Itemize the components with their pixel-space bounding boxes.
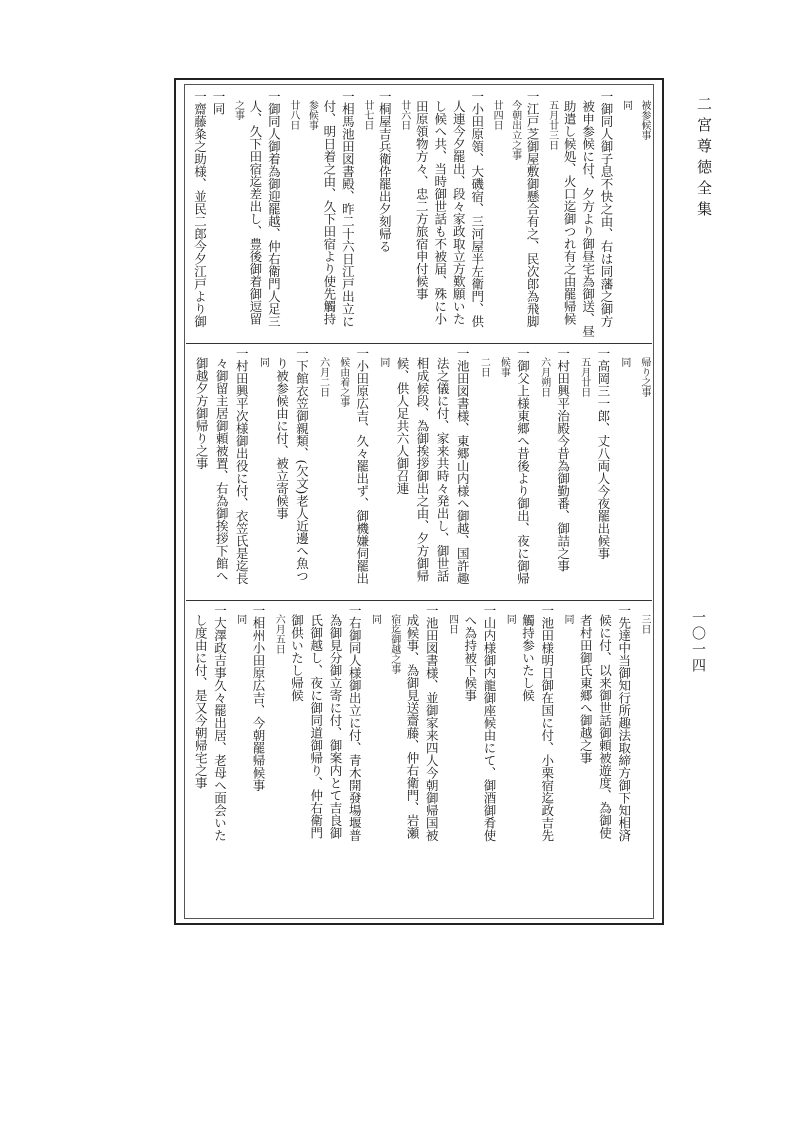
text-column: 者村田御氏東郷へ御越之事 xyxy=(578,614,594,764)
text-column: 一齋藤粂之助様、並民二郎今夕江戸より御 xyxy=(192,90,208,328)
text-column: 御越夕方御帰り之事 xyxy=(194,357,210,470)
text-column: 一高岡三一郎、丈八両人今夜罷出候事 xyxy=(595,347,611,560)
text-column: 候事 xyxy=(498,357,510,377)
text-column: 付、明日着之由、久下田宿より使先觸持 xyxy=(321,100,337,325)
text-column: 廿七日 xyxy=(361,100,373,130)
text-column: 一山内様御内龍御座候由にて、御酒御肴使 xyxy=(482,604,497,842)
text-column: 候に付、以来御世話御頼被遊度、為御使 xyxy=(597,614,613,839)
text-column: 同 xyxy=(618,357,630,367)
text-column: 一下館衣笠御親類、(欠文)老人近邊へ魚つ xyxy=(294,347,310,582)
text-column: 一御父上様東郷へ昔後より御出、夜に御帰 xyxy=(515,347,531,585)
text-column: 之事 xyxy=(232,100,244,120)
text-column: 二日 xyxy=(478,357,490,377)
text-column: 一先達中当御知行所趣法取締方御下知相済 xyxy=(616,604,632,842)
text-column: 田原領物方々、忠二方旅宿申付候事 xyxy=(414,100,430,300)
text-column: 一小田原領、大磯宿、三河屋半左衛門、供 xyxy=(469,90,485,328)
text-column: り被参候由に付、被立寄候事 xyxy=(274,357,290,520)
text-column: 廿四日 xyxy=(491,100,503,130)
text-column: 一同 xyxy=(210,90,226,115)
text-column: 同 xyxy=(377,357,389,367)
text-column: 四日 xyxy=(446,614,458,634)
top-section xyxy=(188,90,650,340)
text-column: 一池田図書様、並御家来四人今朝御帰国被 xyxy=(424,604,440,842)
text-column: 一右御同人様御出立に付、青木開發場堰普 xyxy=(347,604,363,842)
text-column: 法之儀に付、家来共時々発出し、御世話 xyxy=(435,357,451,582)
text-column: 廿八日 xyxy=(287,100,299,130)
text-column: 六月二日 xyxy=(317,357,329,397)
text-column: 一相州小田原広吉、今朝罷帰候事 xyxy=(251,604,266,792)
middle-section xyxy=(188,347,650,597)
text-column: 被申参候に付、夕方より御昼宅為御送、昼 xyxy=(580,100,596,338)
text-column: 候、供人足共六人御召連 xyxy=(394,357,410,495)
text-column: 成候事、為御見送齋藤、仲右衛門、岩瀬 xyxy=(405,614,420,839)
text-column: 一小田原広吉、久々罷出ず、御機嫌伺罷出 xyxy=(354,347,370,585)
text-column: 觸持参いたし候 xyxy=(520,614,536,702)
text-column: 人、久下田宿迄差出し、豊後御着御逗留 xyxy=(247,100,263,325)
text-column: 三日 xyxy=(639,614,650,634)
text-column: 一御同人御子息不快之由、右は同藩之御方 xyxy=(599,90,615,328)
text-column: 為御見分御立寄に付、御案内とて吉良御 xyxy=(328,614,343,839)
page-number: 一〇一四 xyxy=(690,610,706,674)
text-column: 人連今夕罷出、段々家政取立方歎願いた xyxy=(451,100,467,325)
text-column: 一村田興平治殿今昔為御勤番、御詰之事 xyxy=(555,347,571,572)
text-column: 同 xyxy=(257,357,269,367)
text-column: 一村田興平次様御出役に付、衣笠氏是迄長 xyxy=(234,347,250,585)
text-column: 廿六日 xyxy=(398,100,410,130)
text-column: 六月五日 xyxy=(273,614,285,654)
text-column: 同 xyxy=(620,100,632,110)
text-column: し候へ共、当時御世話も不被届、殊に小 xyxy=(432,100,448,325)
text-column: 一江戸芝御屋敷御懸合有之、民次郎為飛脚 xyxy=(525,90,541,328)
text-column: 同 xyxy=(369,614,381,624)
text-column: へ為持被下候事 xyxy=(462,614,478,702)
text-column: し度由に付、是又今朝帰宅之事 xyxy=(193,614,209,789)
book-title: 二宮尊徳全集 xyxy=(695,96,713,222)
bottom-section xyxy=(188,604,650,916)
text-column: 々御留主居御頼被置、右為御挨拶下館へ xyxy=(214,357,230,582)
text-column: 六月朔日 xyxy=(538,357,550,397)
text-column: 参候事 xyxy=(306,100,318,130)
text-column: 五月廿日 xyxy=(578,357,590,397)
text-column: 宿迄御越之事 xyxy=(388,614,400,674)
text-column: 候由着之事 xyxy=(337,357,349,407)
text-column: 助遣し候処、火口迄御つれ有之由罷帰候 xyxy=(562,100,578,325)
text-column: 相成候段、為御挨拶御出之由、夕方御帰 xyxy=(415,357,431,582)
text-column: 同 xyxy=(234,614,246,624)
text-column: 氏御越し、夜に御同道御帰り、仲右衛門 xyxy=(308,614,324,839)
text-column: 五月廿三日 xyxy=(546,100,558,150)
text-column: 同 xyxy=(504,614,516,624)
text-column: 一池田図書様、東郷山内様へ御越、国許趣 xyxy=(455,347,471,585)
text-column: 同 xyxy=(562,614,573,624)
text-column: 今朝出立之事 xyxy=(509,100,521,160)
text-column: 御供いたし帰候 xyxy=(289,614,305,702)
text-column: 被参候事 xyxy=(639,100,650,140)
text-column: 帰り之事 xyxy=(639,357,650,397)
text-column: 一相馬池田図書殿、昨二十六日江戸出立に xyxy=(340,90,356,328)
text-column: 一桐屋吉兵衛伜罷出夕刻帰る xyxy=(377,90,393,253)
text-column: 一池田様明日御在国に付、小栗宿迄政吉先 xyxy=(539,604,555,842)
text-column: 一大澤政吉事久々罷出居、老母へ面会いた xyxy=(212,604,228,842)
text-column: 一御同人御着為御迎罷越、仲右衛門人足三 xyxy=(266,90,282,328)
